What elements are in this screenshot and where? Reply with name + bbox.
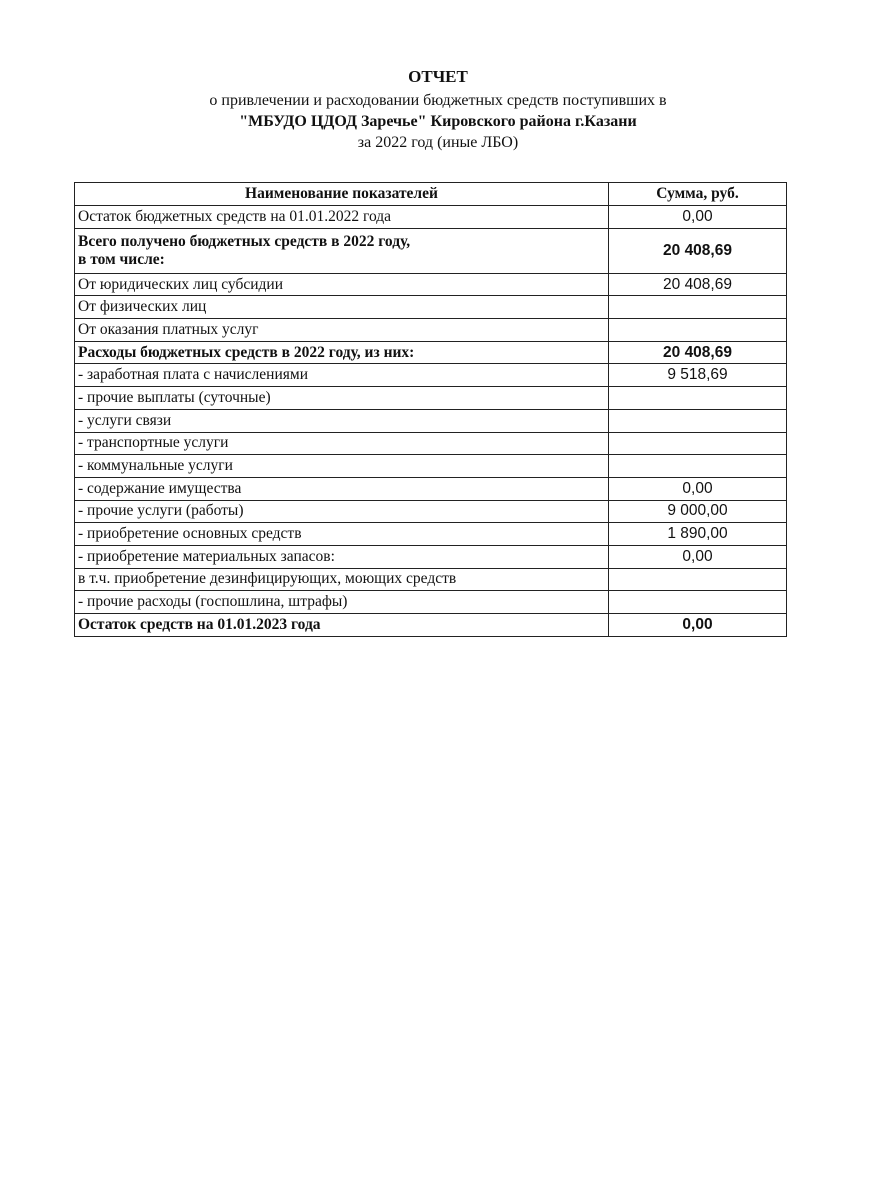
row-sum-value: [609, 387, 787, 410]
table-row: [75, 341, 787, 364]
table-row: [75, 273, 787, 296]
row-label: [75, 455, 609, 478]
table-row: [75, 319, 787, 342]
table-row: [75, 206, 787, 229]
table-row: [75, 432, 787, 455]
row-sum-value: [609, 568, 787, 591]
row-sum-value: [609, 455, 787, 478]
row-label-text: - приобретение материальных запасов:: [78, 547, 335, 565]
row-sum-value: 0,00: [609, 614, 787, 637]
row-sum-value: 20 408,69: [609, 228, 787, 273]
row-label: [75, 432, 609, 455]
row-label-text: в т.ч. приобретение дезинфицирующих, моющих средств: [78, 570, 457, 588]
column-header-name: Наименование показателей: [75, 183, 609, 206]
row-sum-value: 0,00: [609, 545, 787, 568]
row-label: [75, 523, 609, 546]
row-label: [75, 319, 609, 342]
row-label-text: - прочие выплаты (суточные): [78, 388, 271, 406]
report-subtitle: о привлечении и расходовании бюджетных средств поступивших в: [209, 92, 667, 109]
row-label-text: - приобретение основных средств: [78, 525, 302, 543]
row-label-text: От юридических лиц субсидии: [78, 275, 283, 293]
row-label: [75, 387, 609, 410]
table-header-row: [75, 183, 787, 206]
row-sum-value: 9 000,00: [609, 500, 787, 523]
column-header-sum: Сумма, руб.: [609, 183, 787, 206]
row-label: [75, 273, 609, 296]
table-row: [75, 591, 787, 614]
table-row: [75, 409, 787, 432]
row-label-text: Расходы бюджетных средств в 2022 году, из них:: [78, 343, 415, 361]
row-label: [75, 614, 609, 637]
budget-report-table: [74, 182, 787, 637]
row-label-text: - услуги связи: [78, 411, 172, 429]
row-label-text: Остаток бюджетных средств на 01.01.2022 года: [78, 207, 392, 225]
row-label: [75, 228, 609, 273]
table-row: [75, 228, 787, 273]
row-label-text: Остаток средств на 01.01.2023 года: [78, 615, 321, 633]
row-sum-value: [609, 319, 787, 342]
report-header: [0, 66, 876, 153]
row-label: [75, 568, 609, 591]
row-sum-value: [609, 296, 787, 319]
row-sum-value: 0,00: [609, 206, 787, 229]
row-sum-value: [609, 409, 787, 432]
row-label: [75, 477, 609, 500]
row-sum-value: 9 518,69: [609, 364, 787, 387]
row-sum-value: 0,00: [609, 477, 787, 500]
table-row: [75, 364, 787, 387]
row-sum-value: 20 408,69: [609, 341, 787, 364]
row-label-text-line2: в том числе:: [78, 250, 165, 268]
row-label-text: От оказания платных услуг: [78, 320, 259, 338]
table-row: [75, 500, 787, 523]
row-label-text: - прочие расходы (госпошлина, штрафы): [78, 593, 348, 611]
table-row: [75, 477, 787, 500]
row-label: [75, 364, 609, 387]
report-period: за 2022 год (иные ЛБО): [357, 134, 519, 151]
organization-name: "МБУДО ЦДОД Заречье" Кировского района г.Казани: [239, 113, 637, 130]
row-label: [75, 500, 609, 523]
table-body: [75, 206, 787, 637]
row-label: [75, 296, 609, 319]
row-label: [75, 206, 609, 229]
row-label: [75, 341, 609, 364]
row-label-text: От физических лиц: [78, 298, 207, 316]
row-label: [75, 409, 609, 432]
table-row: [75, 523, 787, 546]
row-sum-value: [609, 591, 787, 614]
row-label-text: Всего получено бюджетных средств в 2022 году,: [78, 232, 411, 250]
row-label-text: - заработная плата с начислениями: [78, 366, 308, 384]
row-sum-value: 1 890,00: [609, 523, 787, 546]
row-label-text: - прочие услуги (работы): [78, 502, 244, 520]
table-row: [75, 568, 787, 591]
row-label: [75, 545, 609, 568]
row-label-text: - транспортные услуги: [78, 434, 229, 452]
table-row: [75, 614, 787, 637]
row-sum-value: [609, 432, 787, 455]
table-row: [75, 387, 787, 410]
report-title: ОТЧЕТ: [408, 67, 468, 86]
table-row: [75, 545, 787, 568]
row-label: [75, 591, 609, 614]
row-label-text: - содержание имущества: [78, 479, 242, 497]
table-row: [75, 455, 787, 478]
table-row: [75, 296, 787, 319]
row-sum-value: 20 408,69: [609, 273, 787, 296]
row-label-text: - коммунальные услуги: [78, 457, 233, 475]
